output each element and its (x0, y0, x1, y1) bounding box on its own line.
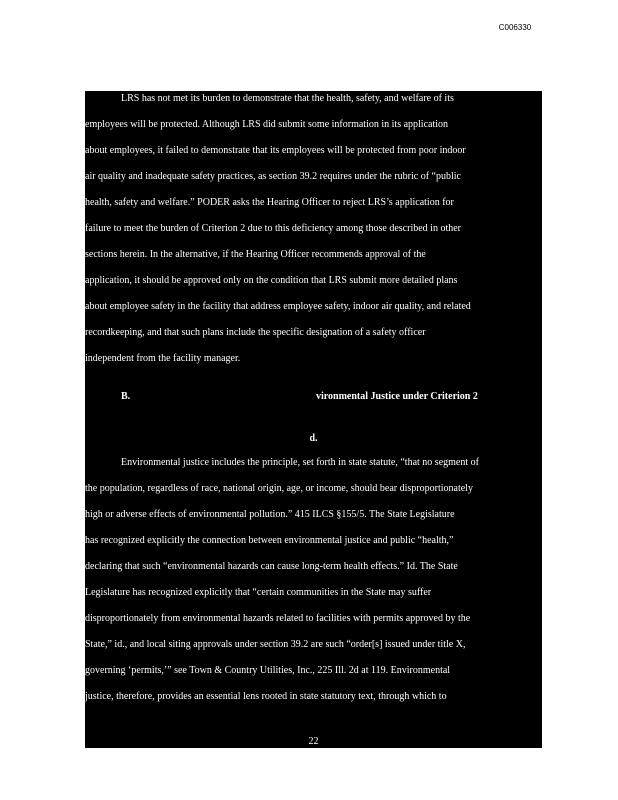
paragraph-2-line: governing ‘permits,’” see Town & Country Utilities, Inc., 225 Ill. 2d at 119. Environmental (85, 665, 451, 676)
paragraph-2-line: declaring that such “environmental hazards can cause long-term health effects.” Id. The State (85, 561, 458, 572)
subheading: d. (309, 433, 318, 444)
paragraph-2-line: Environmental justice includes the principle, set forth in state statute, “that no segment of (121, 457, 479, 468)
bates-number: C006330 (498, 23, 532, 32)
paragraph-1-line: air quality and inadequate safety practices, as section 39.2 requires under the rubric of “public (85, 171, 461, 182)
paragraph-2-line: State,” id., and local siting approvals under section 39.2 are such “order[s] issued under title X, (85, 639, 466, 650)
paragraph-2-line: Legislature has recognized explicitly that “certain communities in the State may suffer (85, 587, 432, 598)
paragraph-1-line: about employee safety in the facility that address employee safety, indoor air quality, and related (85, 301, 471, 312)
paragraph-1-line: health, safety and welfare.” PODER asks the Hearing Officer to reject LRS’s application for (85, 197, 454, 208)
redacted-text-block (85, 91, 542, 748)
section-heading-title: vironmental Justice under Criterion 2 (316, 391, 478, 402)
section-heading (85, 389, 542, 405)
page-number: 22 (308, 736, 319, 747)
paragraph-1-line: employees will be protected. Although LRS did submit some information in its application (85, 119, 449, 130)
paragraph-1-line: sections herein. In the alternative, if the Hearing Officer recommends approval of the (85, 249, 426, 260)
paragraph-1-line: independent from the facility manager. (85, 353, 241, 364)
paragraph-2-line: justice, therefore, provides an essential lens rooted in state statutory text, through which to (85, 691, 447, 702)
paragraph-1-line: application, it should be approved only on the condition that LRS submit more detailed plans (85, 275, 458, 286)
paragraph-1-line: recordkeeping, and that such plans include the specific designation of a safety officer (85, 327, 426, 338)
paragraph-1-line: about employees, it failed to demonstrate that its employees will be protected from poor indoor (85, 145, 466, 156)
paragraph-2-line: high or adverse effects of environmental pollution.” 415 ILCS §155/5. The State Legislature (85, 509, 455, 520)
paragraph-2-line: has recognized explicitly the connection between environmental justice and public “health,” (85, 535, 454, 546)
paragraph-1-line: failure to meet the burden of Criterion 2 due to this deficiency among those described in other (85, 223, 461, 234)
paragraph-2-line: disproportionately from environmental hazards related to facilities with permits approved by the (85, 613, 471, 624)
section-heading-letter: B. (121, 391, 131, 402)
paragraph-1-line: LRS has not met its burden to demonstrate that the health, safety, and welfare of its (121, 93, 454, 104)
paragraph-2-line: the population, regardless of race, national origin, age, or income, should bear disproportionately (85, 483, 473, 494)
